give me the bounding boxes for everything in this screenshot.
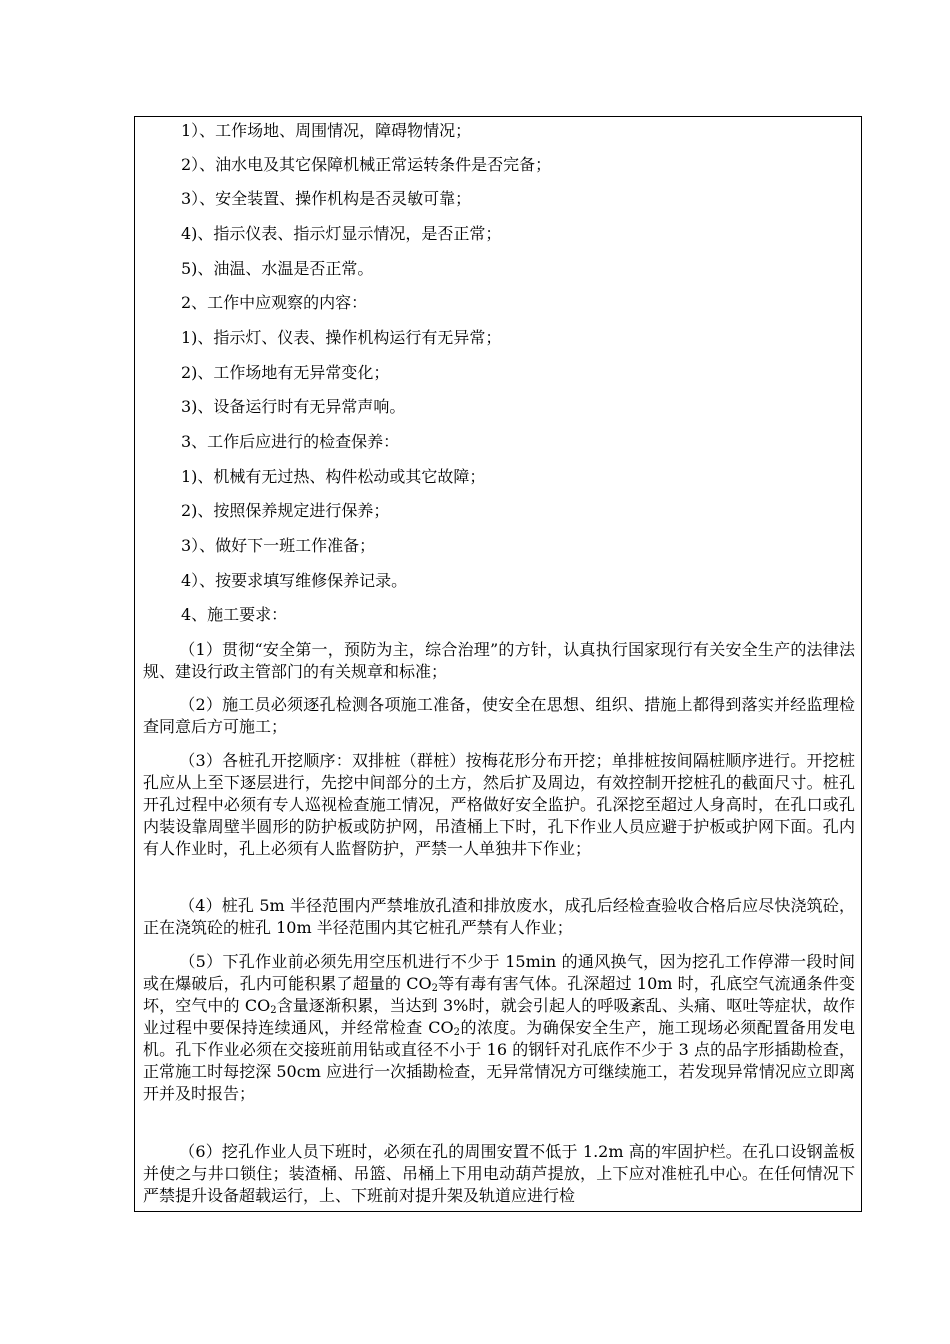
list-item: 3)、设备运行时有无异常声响。 — [181, 397, 406, 416]
list-item: 3）、做好下一班工作准备； — [181, 536, 376, 555]
list-item: 1)、机械有无过热、构件松动或其它故障； — [181, 467, 486, 486]
list-item: 2)、按照保养规定进行保养； — [181, 501, 390, 520]
section-heading: 2、工作中应观察的内容： — [181, 293, 368, 312]
section-heading: 3、工作后应进行的检查保养： — [181, 432, 400, 451]
requirement-paragraph-3: （3）各桩孔开挖顺序：双排桩（群桩）按梅花形分布开挖；单排桩按间隔桩顺序进行。开挖桩孔应从上至下逐层进行，先挖中间部分的土方，然后扩及周边，有效控制开挖桩孔的截面尺寸。桩孔开孔过程中必须有专人巡视检查施工情况，严格做好安全监护。孔深挖至超过人身高时，在孔口或孔内装设靠周壁半圆形的防护板或防护网，吊渣桶上下时，孔下作业人员应避于护板或护网下面。孔内有人作业时，孔上必须有人监督防护，严禁一人单独井下作业； — [143, 751, 855, 858]
list-item: 1)、指示灯、仪表、操作机构运行有无异常； — [181, 328, 502, 347]
list-item: 2)、工作场地有无异常变化； — [181, 363, 390, 382]
requirement-paragraph-2: （2）施工员必须逐孔检测各项施工准备，使安全在思想、组织、措施上都得到落实并经监理检查同意后方可施工； — [143, 695, 855, 736]
requirement-paragraph-6: （6）挖孔作业人员下班时，必须在孔的周围安置不低于 1.2m 高的牢固护栏。在孔口设钢盖板并使之与井口锁住；装渣桶、吊篮、吊桶上下用电动葫芦提放，上下应对准桩孔中心。在任何情况下严禁提升设备超载运行，上、下班前对提升架及轨道应进行检 — [143, 1142, 855, 1205]
requirement-paragraph-4: （4）桩孔 5m 半径范围内严禁堆放孔渣和排放废水，成孔后经检查验收合格后应尽快浇筑砼，正在浇筑砼的桩孔 10m 半径范围内其它桩孔严禁有人作业； — [143, 896, 855, 937]
list-item: 1）、工作场地、周围情况，障碍物情况； — [181, 121, 472, 140]
section-heading: 4、施工要求： — [181, 605, 288, 624]
list-item: 5)、油温、水温是否正常。 — [181, 259, 374, 278]
list-item: 4）、按要求填写维修保养记录。 — [181, 571, 408, 590]
list-item: 2）、油水电及其它保障机械正常运转条件是否完备； — [181, 155, 552, 174]
list-item: 4)、指示仪表、指示灯显示情况，是否正常； — [181, 224, 502, 243]
document-table-cell — [134, 116, 862, 1212]
requirement-paragraph-1: （1）贯彻“安全第一，预防为主，综合治理”的方针，认真执行国家现行有关安全生产的法律法规、建设行政主管部门的有关规章和标准； — [143, 640, 855, 681]
list-item: 3）、安全装置、操作机构是否灵敏可靠； — [181, 189, 472, 208]
requirement-paragraph-5: （5）下孔作业前必须先用空压机进行不少于 15min 的通风换气，因为挖孔工作停滞一段时间或在爆破后，孔内可能积累了超量的 $CO_2$等有毒有害气体。孔深超过 10m 时，孔底空气流通条件变坏，空气中的 $CO_2$含量逐渐积累，当达到 3%时，就会引起人的呼吸紊乱、头痛、呕吐等症状，故作业过程中要保持连续通风，并经常检查 $CO_2$的浓度。为确保安全生产，施工现场必须配置备用发电机。孔下作业必须在交接班前用钻或直径不小于 16 的钢钎对孔底作不少于 3 点的品字形插勘检查，正常施工时每挖深 50cm 应进行一次插勘检查，无异常情况方可继续施工，若发现异常情况应立即离开并及时报告； — [143, 952, 855, 1103]
